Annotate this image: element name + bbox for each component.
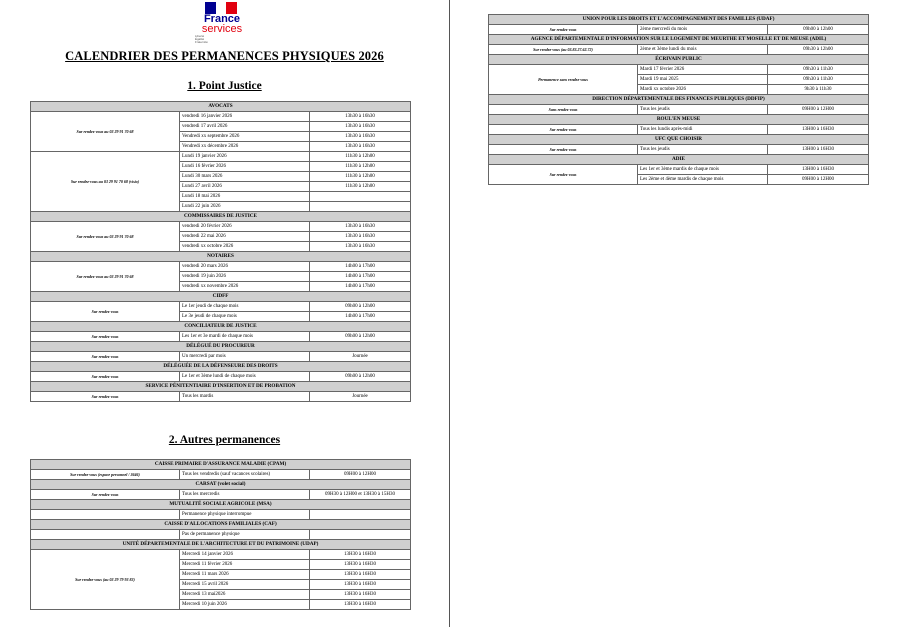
schedule-row <box>31 152 411 162</box>
date-cell: Mardi xx octobre 2026 <box>638 85 768 95</box>
date-cell: Lundi 22 juin 2026 <box>180 202 310 212</box>
date-cell: Vendredi xx septembre 2026 <box>180 132 310 142</box>
hours-cell: 09h00 à 12h00 <box>768 25 869 35</box>
hours-cell: 13h30 à 16h30 <box>310 112 411 122</box>
date-cell: Lundi 16 février 2026 <box>180 162 310 172</box>
hours-cell: 11h30 à 12h00 <box>310 152 411 162</box>
document-title: CALENDRIER DES PERMANENCES PHYSIQUES 2026 <box>65 49 384 63</box>
contact-cell: Sur rendez-vous au 03 29 91 70 68 <box>31 222 180 252</box>
hours-cell: 09h30 à 12h00 <box>768 45 869 55</box>
date-cell: Mercredi 13 mai2026 <box>180 590 310 600</box>
contact-cell: Sur rendez-vous (au 03.83.27.62.72) <box>489 45 638 55</box>
schedule-row <box>31 112 411 122</box>
date-cell: Les 1er et 3ème mardis de chaque mois <box>638 165 768 175</box>
date-cell: Le 1er jeudi de chaque mois <box>180 302 310 312</box>
hours-cell: 13H30 à 16H30 <box>310 600 411 610</box>
section-header-row <box>31 540 411 550</box>
hours-cell: 13H30 à 16H30 <box>310 560 411 570</box>
schedule-row <box>489 65 869 75</box>
section-header-row <box>489 95 869 105</box>
date-cell: Le 1er et 3ème lundi de chaque mois <box>180 372 310 382</box>
hours-cell: 13h30 à 16h30 <box>310 132 411 142</box>
hours-cell: 13H30 à 16H30 <box>310 570 411 580</box>
hours-cell: 13H30 à 16H30 <box>310 580 411 590</box>
section-title-point-justice: 1. Point Justice <box>187 80 262 92</box>
section-header: MUTUALITÉ SOCIALE AGRICOLE (MSA) <box>31 500 411 510</box>
section-header-row <box>489 55 869 65</box>
date-cell: Mercredi 15 avril 2026 <box>180 580 310 590</box>
date-cell: Pas de permanence physique <box>180 530 310 540</box>
hours-cell: 09h30 à 11h30 <box>768 75 869 85</box>
date-cell: 2ème et 3ème lundi du mois <box>638 45 768 55</box>
hours-cell: 13H30 à 16H30 <box>310 590 411 600</box>
section-header-row <box>31 362 411 372</box>
date-cell: Lundi 30 mars 2026 <box>180 172 310 182</box>
date-cell: Tous les jeudis <box>638 145 768 155</box>
contact-cell: Sur rendez-vous <box>31 352 180 362</box>
hours-cell <box>310 192 411 202</box>
date-cell: vendredi 20 mars 2026 <box>180 262 310 272</box>
date-cell: Tous les mercredis <box>180 490 310 500</box>
contact-cell: Sur rendez-vous <box>31 372 180 382</box>
contact-cell <box>31 510 180 520</box>
section-header: CARSAT (volet social) <box>31 480 411 490</box>
hours-cell: 09h00 à 12h00 <box>310 302 411 312</box>
contact-cell: Permanence sans rendez-vous <box>489 65 638 95</box>
hours-cell: 09h30 à 11h30 <box>768 65 869 75</box>
section-header: CONCILIATEUR DE JUSTICE <box>31 322 411 332</box>
section-header-row <box>31 322 411 332</box>
section-header-row <box>31 382 411 392</box>
schedule-row <box>31 550 411 560</box>
section-header: NOTAIRES <box>31 252 411 262</box>
hours-cell: 09H00 à 12H00 <box>310 470 411 480</box>
date-cell: Mardi 17 février 2026 <box>638 65 768 75</box>
section-header-row <box>31 212 411 222</box>
date-cell: Les 1er et 3e mardi de chaque mois <box>180 332 310 342</box>
autres-permanences-table <box>30 459 411 610</box>
contact-cell: Sur rendez-vous au 03 29 91 70 68 <box>31 262 180 292</box>
hours-cell: 14h00 à 17h00 <box>310 262 411 272</box>
section-header: CAISSE PRIMAIRE D'ASSURANCE MALADIE (CPAM) <box>31 460 411 470</box>
schedule-row <box>31 222 411 232</box>
hours-cell: Journée <box>310 352 411 362</box>
section-header-row <box>489 15 869 25</box>
section-header: UFC QUE CHOISIR <box>489 135 869 145</box>
section-header-row <box>31 342 411 352</box>
section-header: DÉLÉGUÉ DU PROCUREUR <box>31 342 411 352</box>
autres-permanences-table-continued <box>488 14 869 185</box>
schedule-row <box>489 25 869 35</box>
contact-cell: Sur rendez-vous <box>31 490 180 500</box>
hours-cell: 09H00 à 12H00 <box>768 105 869 115</box>
section-header: AVOCATS <box>31 102 411 112</box>
hours-cell: 09H00 à 12H00 <box>768 175 869 185</box>
hours-cell: 13h30 à 16h30 <box>310 142 411 152</box>
point-justice-table <box>30 101 411 402</box>
hours-cell: 14h00 à 17h00 <box>310 272 411 282</box>
schedule-row <box>31 302 411 312</box>
section-header-row <box>31 500 411 510</box>
section-header: ÉCRIVAIN PUBLIC <box>489 55 869 65</box>
date-cell: vendredi 16 janvier 2026 <box>180 112 310 122</box>
section-header: DÉLÉGUÉE DE LA DÉFENSEURE DES DROITS <box>31 362 411 372</box>
hours-cell: 13H00 à 16H30 <box>768 125 869 135</box>
date-cell: vendredi 22 mai 2026 <box>180 232 310 242</box>
date-cell: 2ème mercredi du mois <box>638 25 768 35</box>
date-cell: Mercredi 11 mars 2026 <box>180 570 310 580</box>
section-header-row <box>31 480 411 490</box>
date-cell: vendredi xx novembre 2026 <box>180 282 310 292</box>
date-cell: Les 2ème et 4ème mardis de chaque mois <box>638 175 768 185</box>
section-header-row <box>31 292 411 302</box>
hours-cell: 09h00 à 12h00 <box>310 372 411 382</box>
date-cell: vendredi xx octobre 2026 <box>180 242 310 252</box>
hours-cell: 09H30 à 12H00 et 13H30 à 15H30 <box>310 490 411 500</box>
date-cell: Tous les jeudis <box>638 105 768 115</box>
section-header-row <box>31 102 411 112</box>
date-cell: Le 3e jeudi de chaque mois <box>180 312 310 322</box>
hours-cell: 09h00 à 12h00 <box>310 332 411 342</box>
hours-cell: 13H00 à 16H30 <box>768 145 869 155</box>
date-cell: Permanence physique interrompue <box>180 510 310 520</box>
hours-cell <box>310 510 411 520</box>
date-cell: Tous les lundis après-midi <box>638 125 768 135</box>
date-cell: Mercredi 11 février 2026 <box>180 560 310 570</box>
contact-cell: Sur rendez-vous <box>489 165 638 185</box>
logo-line2: services <box>201 23 243 35</box>
schedule-row <box>31 470 411 480</box>
section-header: CAISSE D'ALLOCATIONS FAMILIALES (CAF) <box>31 520 411 530</box>
hours-cell: 14h00 à 17h00 <box>310 282 411 292</box>
schedule-row <box>489 145 869 155</box>
contact-cell: Sur rendez-vous au 03 29 91 70 68 <box>31 112 180 152</box>
section-header: UNITÉ DÉPARTEMENTALE DE L'ARCHITECTURE ET DU PATRIMOINE (UDAP) <box>31 540 411 550</box>
section-header: ROUL'EN MEUSE <box>489 115 869 125</box>
schedule-row <box>31 262 411 272</box>
hours-cell: 13h30 à 16h30 <box>310 222 411 232</box>
schedule-row <box>31 372 411 382</box>
section-header: AGENCE DÉPARTEMENTALE D'INFORMATION SUR LE LOGEMENT DE MEURTHE ET MOSELLE ET DE MEUSE (ADIL) <box>489 35 869 45</box>
schedule-row <box>489 165 869 175</box>
contact-cell: Sur rendez-vous <box>489 125 638 135</box>
section-header-row <box>489 155 869 165</box>
date-cell: Tous les vendredis (sauf vacances scolaires) <box>180 470 310 480</box>
france-services-logo <box>189 2 255 44</box>
schedule-row <box>31 490 411 500</box>
hours-cell: 11h30 à 12h00 <box>310 162 411 172</box>
section-header-row <box>489 115 869 125</box>
section-header-row <box>489 135 869 145</box>
left-page <box>0 0 449 627</box>
section-header: DIRECTION DÉPARTEMENTALE DES FINANCES PUBLIQUES (DDFIP) <box>489 95 869 105</box>
date-cell: vendredi 20 février 2026 <box>180 222 310 232</box>
section-title-autres-permanences: 2. Autres permanences <box>168 434 281 446</box>
hours-cell: 13h30 à 16h30 <box>310 232 411 242</box>
schedule-row <box>31 332 411 342</box>
date-cell: vendredi 17 avril 2026 <box>180 122 310 132</box>
schedule-row <box>489 45 869 55</box>
schedule-row <box>31 510 411 520</box>
section-header-row <box>31 252 411 262</box>
hours-cell <box>310 202 411 212</box>
contact-cell: Sur rendez-vous <box>31 302 180 322</box>
contact-cell: Sur rendez-vous au 03 29 91 70 68 (visio) <box>31 152 180 212</box>
date-cell: Mardi 19 mai 2025 <box>638 75 768 85</box>
date-cell: Un mercredi par mois <box>180 352 310 362</box>
date-cell: Lundi 27 avril 2026 <box>180 182 310 192</box>
hours-cell: 14h00 à 17h00 <box>310 312 411 322</box>
schedule-row <box>489 105 869 115</box>
contact-cell: Sur rendez-vous <box>31 392 180 402</box>
contact-cell: Sans rendez-vous <box>489 105 638 115</box>
schedule-row <box>31 530 411 540</box>
section-header-row <box>489 35 869 45</box>
hours-cell: 13h30 à 16h30 <box>310 242 411 252</box>
date-cell: Lundi 19 janvier 2026 <box>180 152 310 162</box>
contact-cell: Sur rendez-vous <box>489 145 638 155</box>
hours-cell: 11h30 à 12h00 <box>310 182 411 192</box>
date-cell: Tous les mardis <box>180 392 310 402</box>
date-cell: vendredi 19 juin 2026 <box>180 272 310 282</box>
hours-cell: 13H30 à 16H30 <box>310 550 411 560</box>
schedule-row <box>489 125 869 135</box>
right-page <box>450 0 900 627</box>
date-cell: Lundi 18 mai 2026 <box>180 192 310 202</box>
hours-cell: 13H00 à 16H30 <box>768 165 869 175</box>
schedule-row <box>31 392 411 402</box>
contact-cell: Sur rendez-vous <box>31 332 180 342</box>
section-header: ADIE <box>489 155 869 165</box>
hours-cell: 9h30 à 11h30 <box>768 85 869 95</box>
section-header: SERVICE PÉNITENTIAIRE D'INSERTION ET DE PROBATION <box>31 382 411 392</box>
hours-cell: Journée <box>310 392 411 402</box>
hours-cell: 11h30 à 12h00 <box>310 172 411 182</box>
date-cell: Mercredi 14 janvier 2026 <box>180 550 310 560</box>
date-cell: Vendredi xx décembre 2026 <box>180 142 310 152</box>
schedule-row <box>31 352 411 362</box>
section-header-row <box>31 460 411 470</box>
date-cell: Mercredi 10 juin 2026 <box>180 600 310 610</box>
hours-cell: 13h30 à 16h30 <box>310 122 411 132</box>
contact-cell: Sur rendez-vous (au 03 29 79 93 83) <box>31 550 180 610</box>
contact-cell: Sur rendez-vous (espace personnel / 3646) <box>31 470 180 480</box>
section-header: COMMISSAIRES DE JUSTICE <box>31 212 411 222</box>
contact-cell <box>31 530 180 540</box>
hours-cell <box>310 530 411 540</box>
logo-line1: France <box>203 13 241 25</box>
section-header-row <box>31 520 411 530</box>
section-header: CIDFF <box>31 292 411 302</box>
section-header: UNION POUR LES DROITS ET L'ACCOMPAGNEMENT DES FAMILLES (UDAF) <box>489 15 869 25</box>
logo-motto: Liberté Égalité Fraternité <box>195 34 208 44</box>
contact-cell: Sur rendez-vous <box>489 25 638 35</box>
